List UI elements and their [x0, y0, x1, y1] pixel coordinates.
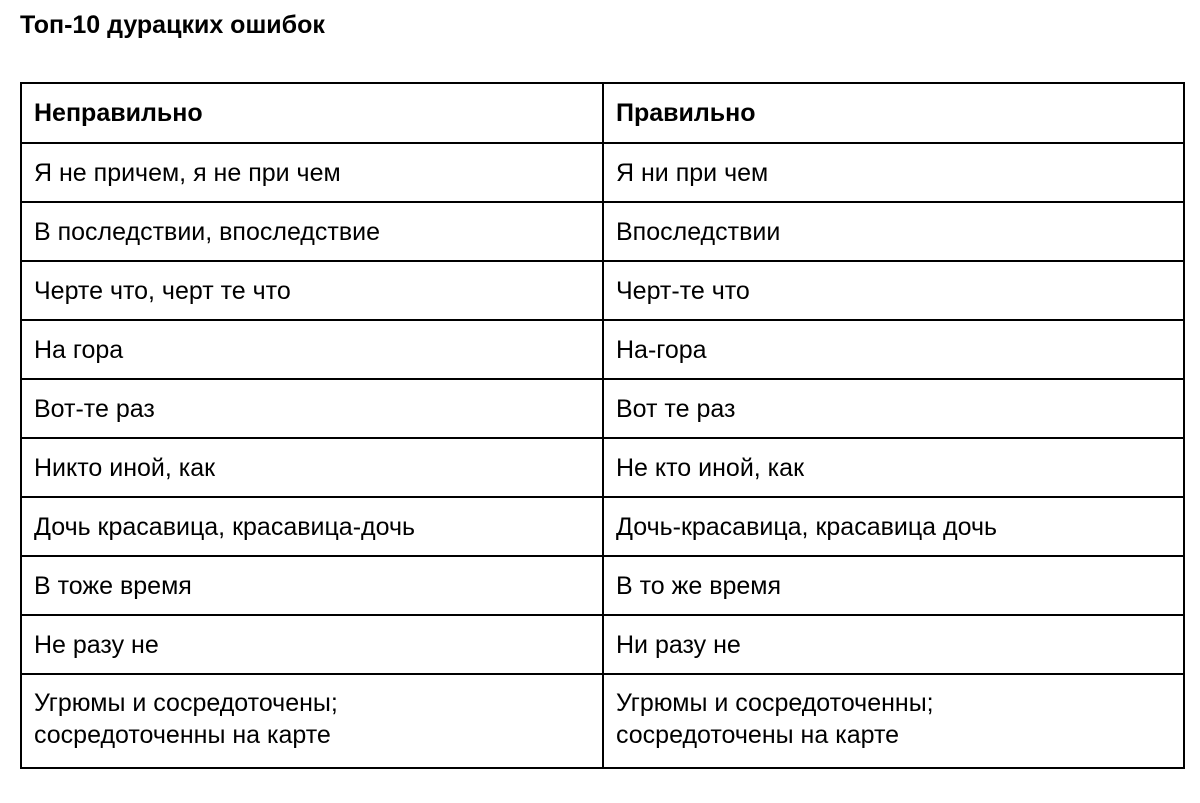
table-row: [21, 320, 1184, 379]
page-title: Топ-10 дурацких ошибок: [20, 11, 325, 39]
cell-wrong: Угрюмы и сосредоточены; сосредоточенны на карте: [21, 674, 603, 768]
table-row: [21, 202, 1184, 261]
cell-wrong: Дочь красавица, красавица-дочь: [21, 497, 603, 556]
cell-right: Впоследствии: [603, 202, 1184, 261]
table-row: [21, 379, 1184, 438]
cell-wrong: Вот-те раз: [21, 379, 603, 438]
table-row: [21, 674, 1184, 768]
cell-right: Ни разу не: [603, 615, 1184, 674]
cell-wrong: В последствии, впоследствие: [21, 202, 603, 261]
cell-right: Я ни при чем: [603, 143, 1184, 202]
cell-wrong: Никто иной, как: [21, 438, 603, 497]
cell-wrong: Не разу не: [21, 615, 603, 674]
cell-right: Дочь-красавица, красавица дочь: [603, 497, 1184, 556]
table-row: [21, 143, 1184, 202]
cell-right: Угрюмы и сосредоточенны; сосредоточены на карте: [603, 674, 1184, 768]
errors-table: [20, 82, 1185, 769]
table-row: [21, 556, 1184, 615]
header-right: Правильно: [603, 83, 1184, 143]
cell-right: Не кто иной, как: [603, 438, 1184, 497]
cell-right: Вот те раз: [603, 379, 1184, 438]
table-row: [21, 261, 1184, 320]
header-wrong: Неправильно: [21, 83, 603, 143]
cell-wrong: Черте что, черт те что: [21, 261, 603, 320]
cell-wrong: На гора: [21, 320, 603, 379]
table-row: [21, 497, 1184, 556]
cell-right: В то же время: [603, 556, 1184, 615]
table-header-row: [21, 83, 1184, 143]
cell-wrong: В тоже время: [21, 556, 603, 615]
cell-right: Черт-те что: [603, 261, 1184, 320]
cell-wrong: Я не причем, я не при чем: [21, 143, 603, 202]
table-row: [21, 438, 1184, 497]
cell-right: На-гора: [603, 320, 1184, 379]
table-row: [21, 615, 1184, 674]
